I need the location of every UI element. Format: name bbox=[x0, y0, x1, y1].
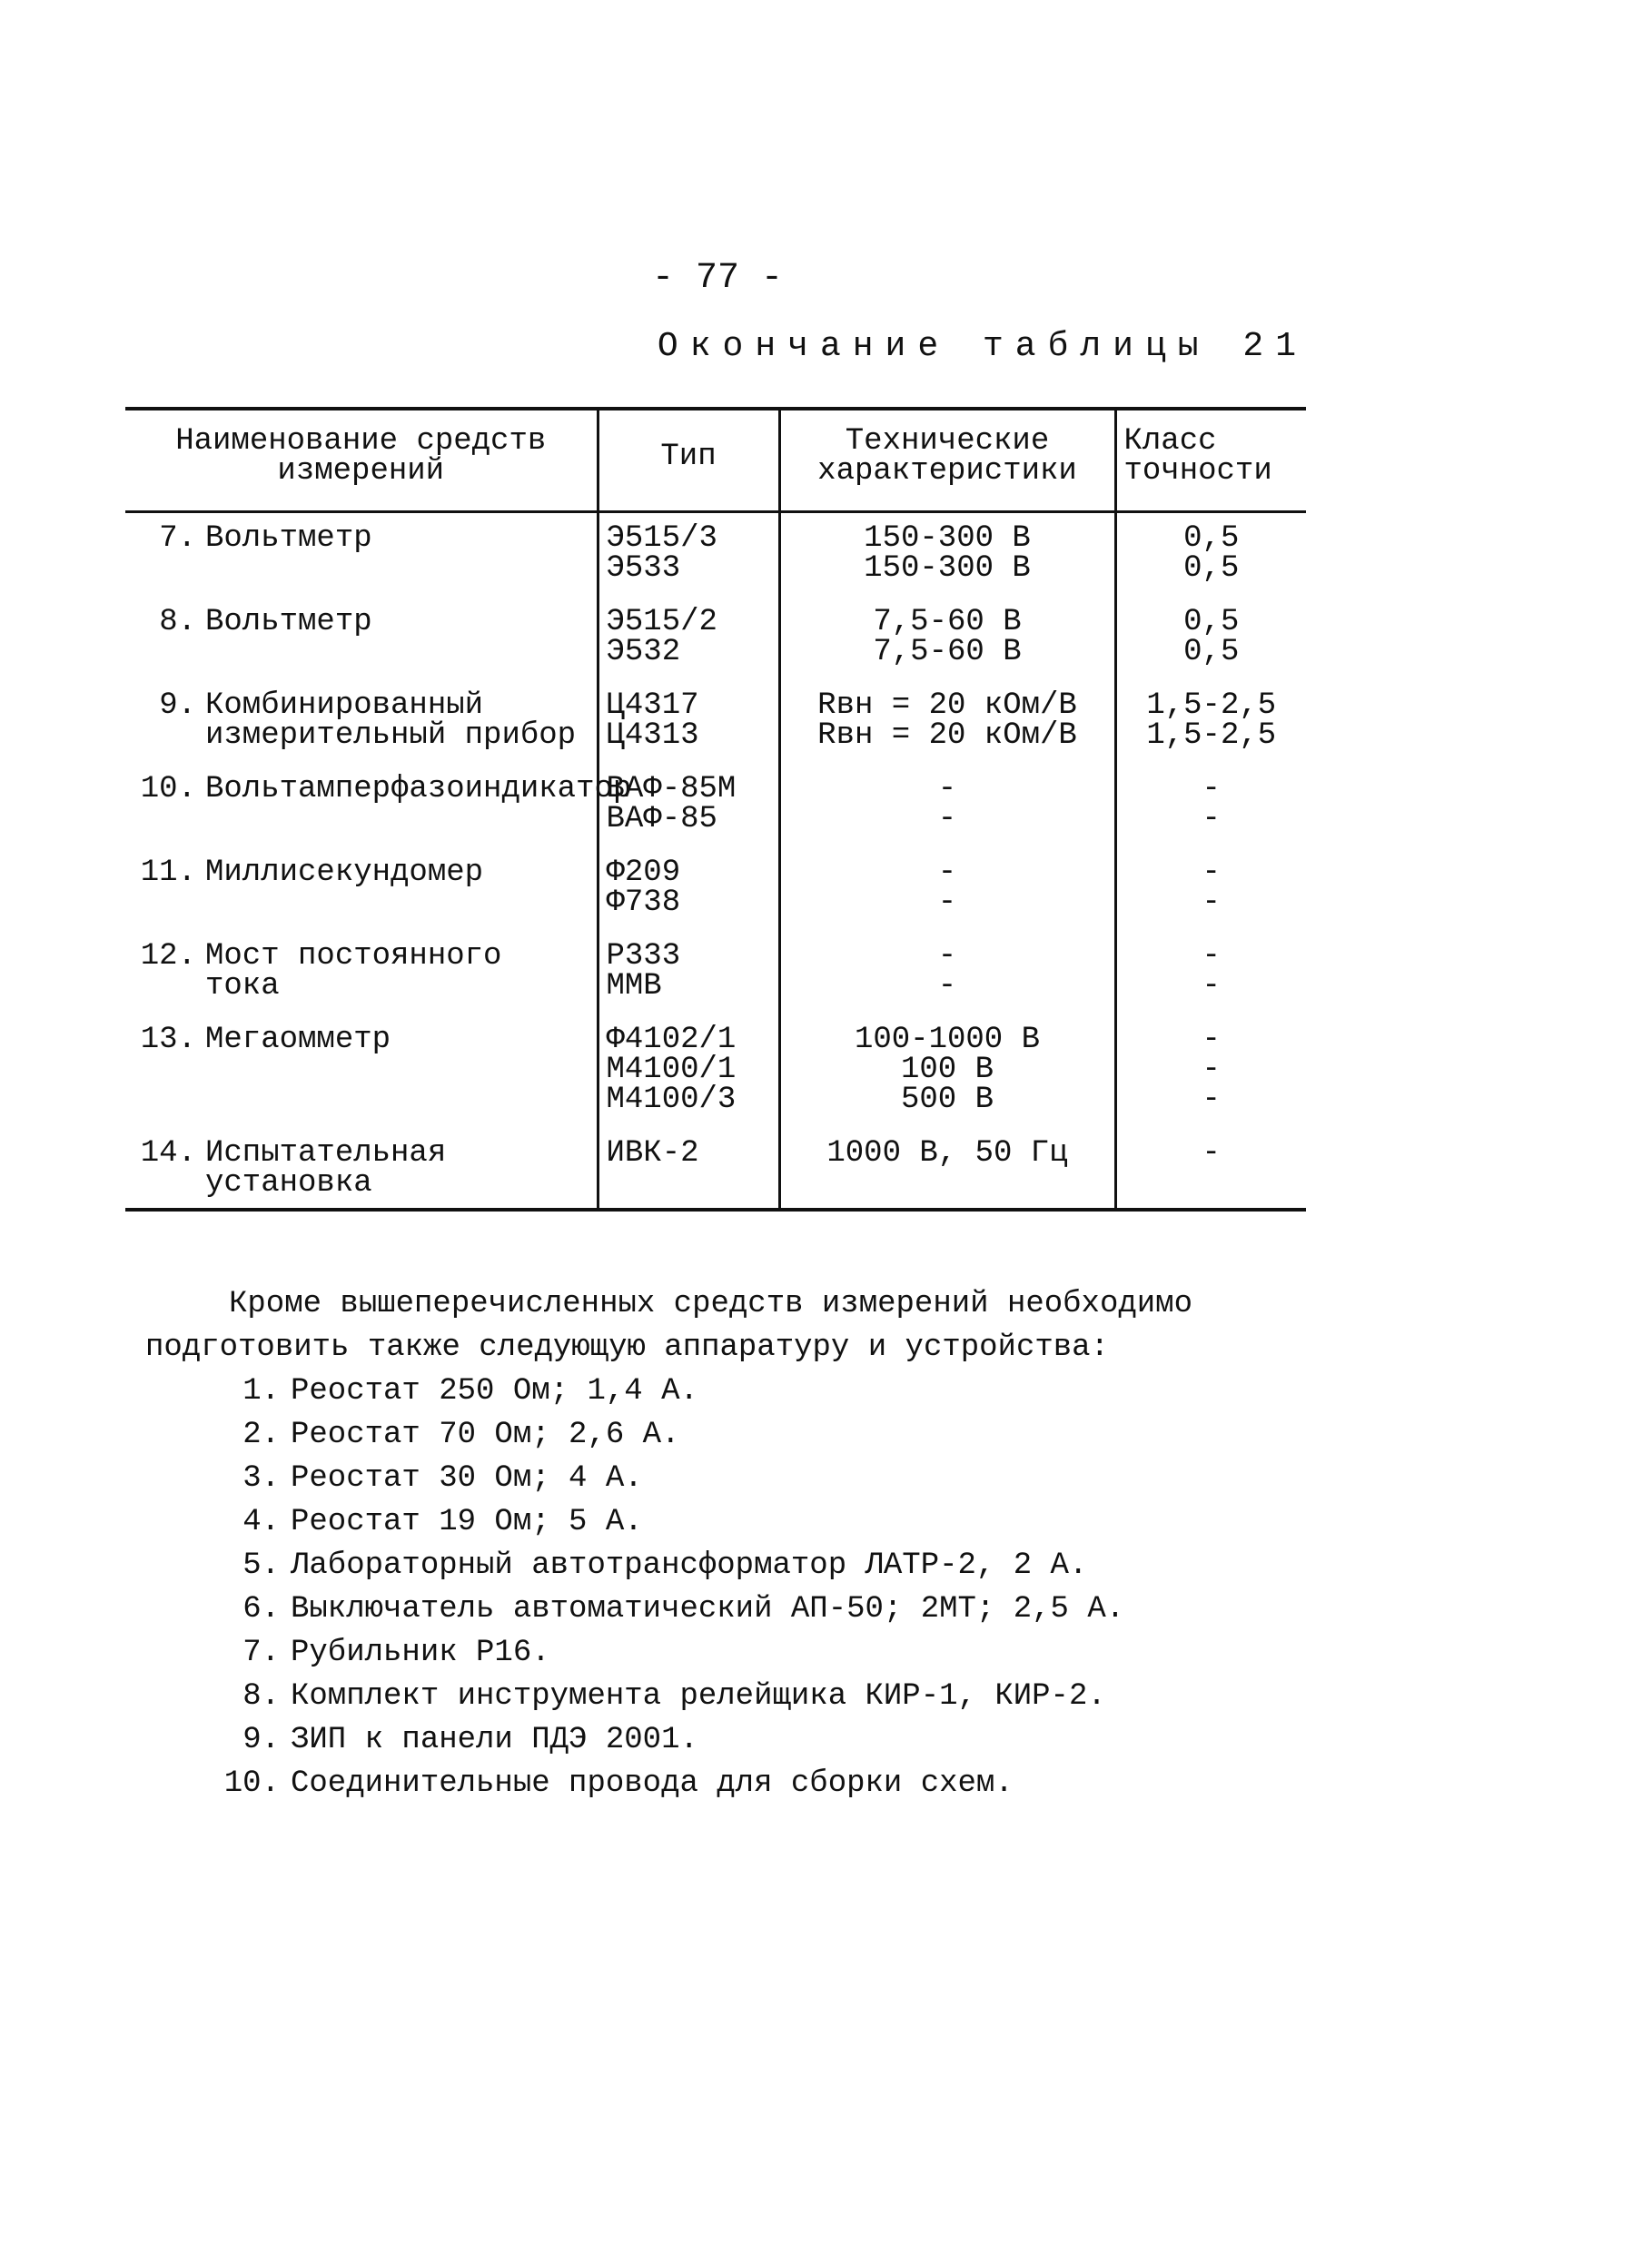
accuracy-class: - bbox=[1202, 802, 1221, 836]
technical-spec-cell bbox=[779, 680, 1115, 764]
instrument-name-cell bbox=[125, 847, 598, 931]
technical-spec: - bbox=[937, 772, 957, 806]
instruments-table-container bbox=[125, 407, 1306, 1212]
instrument-type-cell bbox=[598, 1128, 779, 1210]
instrument-type: М4100/1 bbox=[606, 1053, 737, 1087]
instrument-type: Ц4313 bbox=[606, 718, 699, 753]
list-item-text: Реостат 250 Ом; 1,4 А. bbox=[291, 1374, 698, 1409]
accuracy-class: - bbox=[1202, 1136, 1221, 1171]
instrument-type-cell bbox=[598, 1014, 779, 1128]
technical-spec: 500 В bbox=[900, 1083, 994, 1117]
instrument-type-cell bbox=[598, 931, 779, 1014]
instrument-name-cell bbox=[125, 1014, 598, 1128]
instrument-type: Ф738 bbox=[606, 885, 681, 920]
instrument-type: Э515/3 bbox=[606, 521, 717, 556]
instrument-type: Ф4102/1 bbox=[606, 1023, 737, 1057]
list-item bbox=[216, 1544, 1124, 1587]
row-number: 13. bbox=[140, 1023, 196, 1057]
header-type: Тип bbox=[598, 409, 779, 512]
accuracy-class: - bbox=[1202, 772, 1221, 806]
instrument-type: Э532 bbox=[606, 635, 681, 669]
instrument-type-cell bbox=[598, 847, 779, 931]
row-number: 8. bbox=[159, 605, 196, 639]
accuracy-class: 0,5 bbox=[1183, 635, 1240, 669]
table-row bbox=[125, 512, 1306, 598]
instrument-type-cell bbox=[598, 512, 779, 598]
page-number: - 77 - bbox=[651, 258, 784, 299]
table-row bbox=[125, 847, 1306, 931]
list-item-number: 9. bbox=[242, 1723, 280, 1757]
accuracy-class: - bbox=[1202, 1053, 1221, 1087]
technical-spec: 150-300 В bbox=[864, 551, 1031, 586]
list-item bbox=[216, 1413, 1124, 1457]
list-item-number: 8. bbox=[242, 1679, 280, 1714]
accuracy-class-cell bbox=[1115, 764, 1306, 847]
instrument-name-cell bbox=[125, 1128, 598, 1210]
list-item bbox=[216, 1631, 1124, 1675]
technical-spec: 150-300 В bbox=[864, 521, 1031, 556]
list-item-text: Лабораторный автотрансформатор ЛАТР-2, 2 А. bbox=[291, 1548, 1088, 1583]
instrument-type-cell bbox=[598, 680, 779, 764]
header-name: Наименование средств измерений bbox=[125, 409, 598, 512]
technical-spec: Rвн = 20 кОм/В bbox=[817, 688, 1077, 723]
accuracy-class: 0,5 bbox=[1183, 605, 1240, 639]
row-number: 9. bbox=[159, 688, 196, 723]
list-item-number: 3. bbox=[242, 1461, 280, 1496]
accuracy-class: - bbox=[1202, 1023, 1221, 1057]
instrument-type: М4100/3 bbox=[606, 1083, 737, 1117]
accuracy-class: - bbox=[1202, 856, 1221, 890]
list-item-number: 6. bbox=[242, 1592, 280, 1627]
table-row bbox=[125, 1014, 1306, 1128]
technical-spec-cell bbox=[779, 931, 1115, 1014]
list-item bbox=[216, 1500, 1124, 1544]
list-item bbox=[216, 1370, 1124, 1413]
table-row bbox=[125, 931, 1306, 1014]
instrument-name-cell bbox=[125, 597, 598, 680]
accuracy-class-cell bbox=[1115, 1014, 1306, 1128]
technical-spec: - bbox=[937, 856, 957, 890]
list-item-number: 4. bbox=[242, 1505, 280, 1539]
header-tech: Технические характеристики bbox=[779, 409, 1115, 512]
list-item-number: 7. bbox=[242, 1636, 280, 1670]
equipment-list bbox=[216, 1370, 1124, 1805]
table-caption: Окончание таблицы 21 bbox=[657, 327, 1308, 366]
row-number: 14. bbox=[140, 1136, 196, 1171]
instrument-type: Р333 bbox=[606, 939, 681, 974]
accuracy-class: - bbox=[1202, 969, 1221, 1004]
table-row bbox=[125, 1128, 1306, 1210]
header-accuracy: Класс точности bbox=[1115, 409, 1306, 512]
technical-spec-cell bbox=[779, 512, 1115, 598]
technical-spec: 7,5-60 В bbox=[873, 605, 1022, 639]
instrument-name: Вольтамперфазоиндикатор bbox=[205, 772, 632, 806]
instrument-type: ВАФ-85 bbox=[606, 802, 717, 836]
accuracy-class: 1,5-2,5 bbox=[1146, 688, 1277, 723]
instrument-type: Э515/2 bbox=[606, 605, 717, 639]
accuracy-class: - bbox=[1202, 939, 1221, 974]
list-item-number: 1. bbox=[242, 1374, 280, 1409]
table-header-row bbox=[125, 409, 1306, 512]
list-item-text: Реостат 30 Ом; 4 А. bbox=[291, 1461, 643, 1496]
instrument-type: Ф209 bbox=[606, 856, 681, 890]
technical-spec: Rвн = 20 кОм/В bbox=[817, 718, 1077, 753]
accuracy-class-cell bbox=[1115, 680, 1306, 764]
row-number: 11. bbox=[140, 856, 196, 890]
technical-spec: 100 В bbox=[900, 1053, 994, 1087]
list-item-number: 2. bbox=[242, 1418, 280, 1452]
accuracy-class-cell bbox=[1115, 597, 1306, 680]
instrument-type-cell bbox=[598, 764, 779, 847]
accuracy-class-cell bbox=[1115, 512, 1306, 598]
list-item-text: Комплект инструмента релейщика КИР-1, КИР-2. bbox=[291, 1679, 1106, 1714]
accuracy-class: - bbox=[1202, 885, 1221, 920]
instrument-type: ММВ bbox=[606, 969, 662, 1004]
technical-spec-cell bbox=[779, 764, 1115, 847]
instrument-name-cell bbox=[125, 512, 598, 598]
list-item bbox=[216, 1718, 1124, 1762]
table-row bbox=[125, 764, 1306, 847]
requirements-paragraph: Кроме вышеперечисленных средств измерений необходимо подготовить также следующую аппаратуру и устройства: bbox=[145, 1287, 1192, 1365]
instrument-type-cell bbox=[598, 597, 779, 680]
list-item-text: Выключатель автоматический АП-50; 2МТ; 2,5 А. bbox=[291, 1592, 1125, 1627]
table-row bbox=[125, 597, 1306, 680]
instrument-name-cell bbox=[125, 764, 632, 847]
instrument-name: Мост постоянного тока bbox=[205, 939, 502, 1004]
instrument-name-cell bbox=[125, 680, 598, 764]
instrument-name: Комбинированный измерительный прибор bbox=[205, 688, 577, 753]
row-number: 7. bbox=[159, 521, 196, 556]
technical-spec-cell bbox=[779, 1014, 1115, 1128]
accuracy-class-cell bbox=[1115, 847, 1306, 931]
list-item bbox=[216, 1457, 1124, 1500]
technical-spec: 1000 В, 50 Гц bbox=[826, 1136, 1068, 1171]
instrument-name-cell bbox=[125, 931, 598, 1014]
instrument-name: Мегаомметр bbox=[205, 1023, 391, 1057]
technical-spec-cell bbox=[779, 847, 1115, 931]
instrument-type: ВАФ-85М bbox=[606, 772, 737, 806]
instruments-table bbox=[125, 407, 1306, 1212]
technical-spec: 7,5-60 В bbox=[873, 635, 1022, 669]
technical-spec: 100-1000 В bbox=[854, 1023, 1041, 1057]
instrument-type: Э533 bbox=[606, 551, 681, 586]
list-item bbox=[216, 1587, 1124, 1631]
list-item-number: 10. bbox=[223, 1766, 280, 1801]
accuracy-class: 0,5 bbox=[1183, 521, 1240, 556]
accuracy-class-cell bbox=[1115, 931, 1306, 1014]
technical-spec: - bbox=[937, 885, 957, 920]
accuracy-class: 0,5 bbox=[1183, 551, 1240, 586]
instrument-name: Испытательная установка bbox=[205, 1136, 447, 1201]
table-row bbox=[125, 680, 1306, 764]
list-item-text: Рубильник Р16. bbox=[291, 1636, 550, 1670]
list-item-text: Реостат 19 Ом; 5 А. bbox=[291, 1505, 643, 1539]
accuracy-class-cell bbox=[1115, 1128, 1306, 1210]
row-number: 10. bbox=[140, 772, 196, 806]
technical-spec: - bbox=[937, 969, 957, 1004]
technical-spec: - bbox=[937, 802, 957, 836]
technical-spec: - bbox=[937, 939, 957, 974]
list-item-number: 5. bbox=[242, 1548, 280, 1583]
technical-spec-cell bbox=[779, 597, 1115, 680]
instrument-type: Ц4317 bbox=[606, 688, 699, 723]
row-number: 12. bbox=[140, 939, 196, 974]
list-item-text: ЗИП к панели ПДЭ 2001. bbox=[291, 1723, 698, 1757]
accuracy-class: - bbox=[1202, 1083, 1221, 1117]
list-item-text: Реостат 70 Ом; 2,6 А. bbox=[291, 1418, 680, 1452]
table-body bbox=[125, 512, 1306, 1211]
technical-spec-cell bbox=[779, 1128, 1115, 1210]
list-item bbox=[216, 1675, 1124, 1718]
list-item-text: Соединительные провода для сборки схем. bbox=[291, 1766, 1014, 1801]
instrument-name: Вольтметр bbox=[205, 521, 372, 556]
instrument-name: Миллисекундомер bbox=[205, 856, 484, 890]
list-item bbox=[216, 1762, 1124, 1805]
accuracy-class: 1,5-2,5 bbox=[1146, 718, 1277, 753]
instrument-type: ИВК-2 bbox=[606, 1136, 699, 1171]
instrument-name: Вольтметр bbox=[205, 605, 372, 639]
